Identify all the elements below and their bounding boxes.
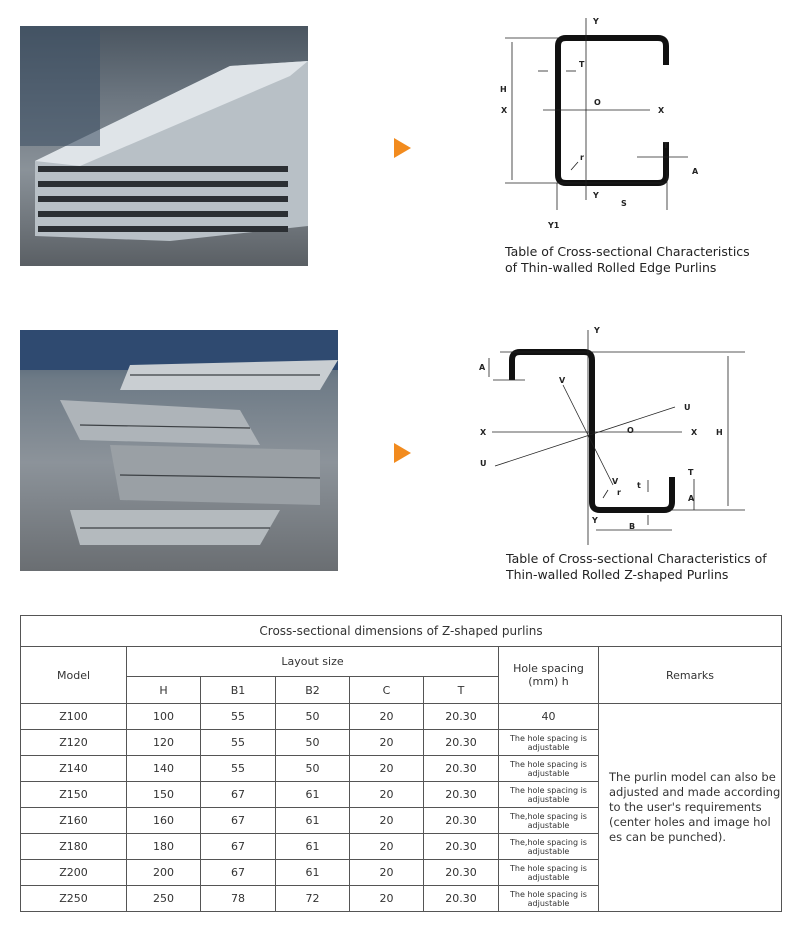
cell-b2: 50 [276,730,350,756]
header-t: T [424,677,499,704]
cell-h: 160 [127,808,201,834]
cell-b2: 50 [276,704,350,730]
label: T [688,468,694,477]
cell-model: Z140 [21,756,127,782]
cell-b1: 78 [201,886,276,912]
header-b2: B2 [276,677,350,704]
label: V [612,477,619,486]
cell-t: 20.30 [424,756,499,782]
label: Y [592,516,598,525]
label: H [716,428,723,437]
label: B [629,522,636,531]
table-row [21,704,782,730]
header-hole-spacing: Hole spacing (mm) h [499,647,599,704]
label: X [480,428,487,437]
cell-hole-spacing: The hole spacing is adjustable [499,730,599,756]
cell-c: 20 [350,704,424,730]
cell-h: 120 [127,730,201,756]
cell-h: 180 [127,834,201,860]
header-remarks: Remarks [599,647,782,704]
header-c: C [350,677,424,704]
remarks-cell: The purlin model can also be adjusted and made according to the user's requirements (center holes and image hol es can be punched). [599,704,782,912]
caption-line: Table of Cross-sectional Characteristics [505,244,750,259]
cell-b2: 61 [276,782,350,808]
label: H [500,85,507,94]
z-shaped-caption [506,551,767,583]
cell-t: 20.30 [424,886,499,912]
cell-h: 150 [127,782,201,808]
caption-line: Table of Cross-sectional Characteristics of [506,551,767,566]
caption-line: of Thin-walled Rolled Edge Purlins [505,260,717,275]
cell-b1: 67 [201,834,276,860]
dimensions-table [20,615,782,912]
cell-b1: 55 [201,704,276,730]
cell-b2: 61 [276,808,350,834]
label: O [627,426,634,435]
label: Y1 [548,221,560,230]
cell-model: Z250 [21,886,127,912]
cell-c: 20 [350,860,424,886]
cell-b1: 67 [201,860,276,886]
cell-model: Z180 [21,834,127,860]
label: Y [594,326,600,335]
table-title: Cross-sectional dimensions of Z-shaped purlins [21,616,782,647]
cell-t: 20.30 [424,782,499,808]
cell-t: 20.30 [424,730,499,756]
header-layout-size: Layout size [127,647,499,677]
cell-t: 20.30 [424,860,499,886]
cell-c: 20 [350,782,424,808]
cell-b2: 72 [276,886,350,912]
cell-hole-spacing: 40 [499,704,599,730]
header-model: Model [21,647,127,704]
cell-model: Z200 [21,860,127,886]
cell-hole-spacing: The hole spacing is adjustable [499,782,599,808]
label: V [559,376,566,385]
cell-b1: 67 [201,782,276,808]
label: t [637,481,641,490]
label: X [501,106,508,115]
cell-b2: 61 [276,834,350,860]
cell-c: 20 [350,730,424,756]
cell-b1: 55 [201,730,276,756]
header-b1: B1 [201,677,276,704]
cell-b2: 50 [276,756,350,782]
cell-h: 100 [127,704,201,730]
cell-c: 20 [350,756,424,782]
label: Y [593,191,599,200]
cell-b1: 67 [201,808,276,834]
cell-model: Z120 [21,730,127,756]
cell-b1: 55 [201,756,276,782]
cell-hole-spacing: The,hole spacing is adjustable [499,834,599,860]
label: O [594,98,601,107]
label: Y [593,17,599,26]
header-h: H [127,677,201,704]
label: r [617,488,621,497]
cell-h: 200 [127,860,201,886]
cell-h: 140 [127,756,201,782]
cell-h: 250 [127,886,201,912]
label: r [580,153,584,162]
cell-model: Z100 [21,704,127,730]
cell-t: 20.30 [424,704,499,730]
label: U [480,459,487,468]
caption-line: Thin-walled Rolled Z-shaped Purlins [506,567,729,582]
cell-c: 20 [350,834,424,860]
cell-hole-spacing: The,hole spacing is adjustable [499,808,599,834]
cell-model: Z160 [21,808,127,834]
label: T [663,141,669,150]
label: X [658,106,665,115]
cell-hole-spacing: The hole spacing is adjustable [499,886,599,912]
cell-hole-spacing: The hole spacing is adjustable [499,860,599,886]
label: T [579,60,585,69]
cell-c: 20 [350,808,424,834]
cell-t: 20.30 [424,808,499,834]
label: S [621,199,627,208]
label: U [684,403,691,412]
label: A [692,167,699,176]
cell-b2: 61 [276,860,350,886]
cell-c: 20 [350,886,424,912]
label: X [691,428,698,437]
cell-hole-spacing: The hole spacing is adjustable [499,756,599,782]
label: A [688,494,695,503]
cell-model: Z150 [21,782,127,808]
cell-t: 20.30 [424,834,499,860]
label: A [479,363,486,372]
